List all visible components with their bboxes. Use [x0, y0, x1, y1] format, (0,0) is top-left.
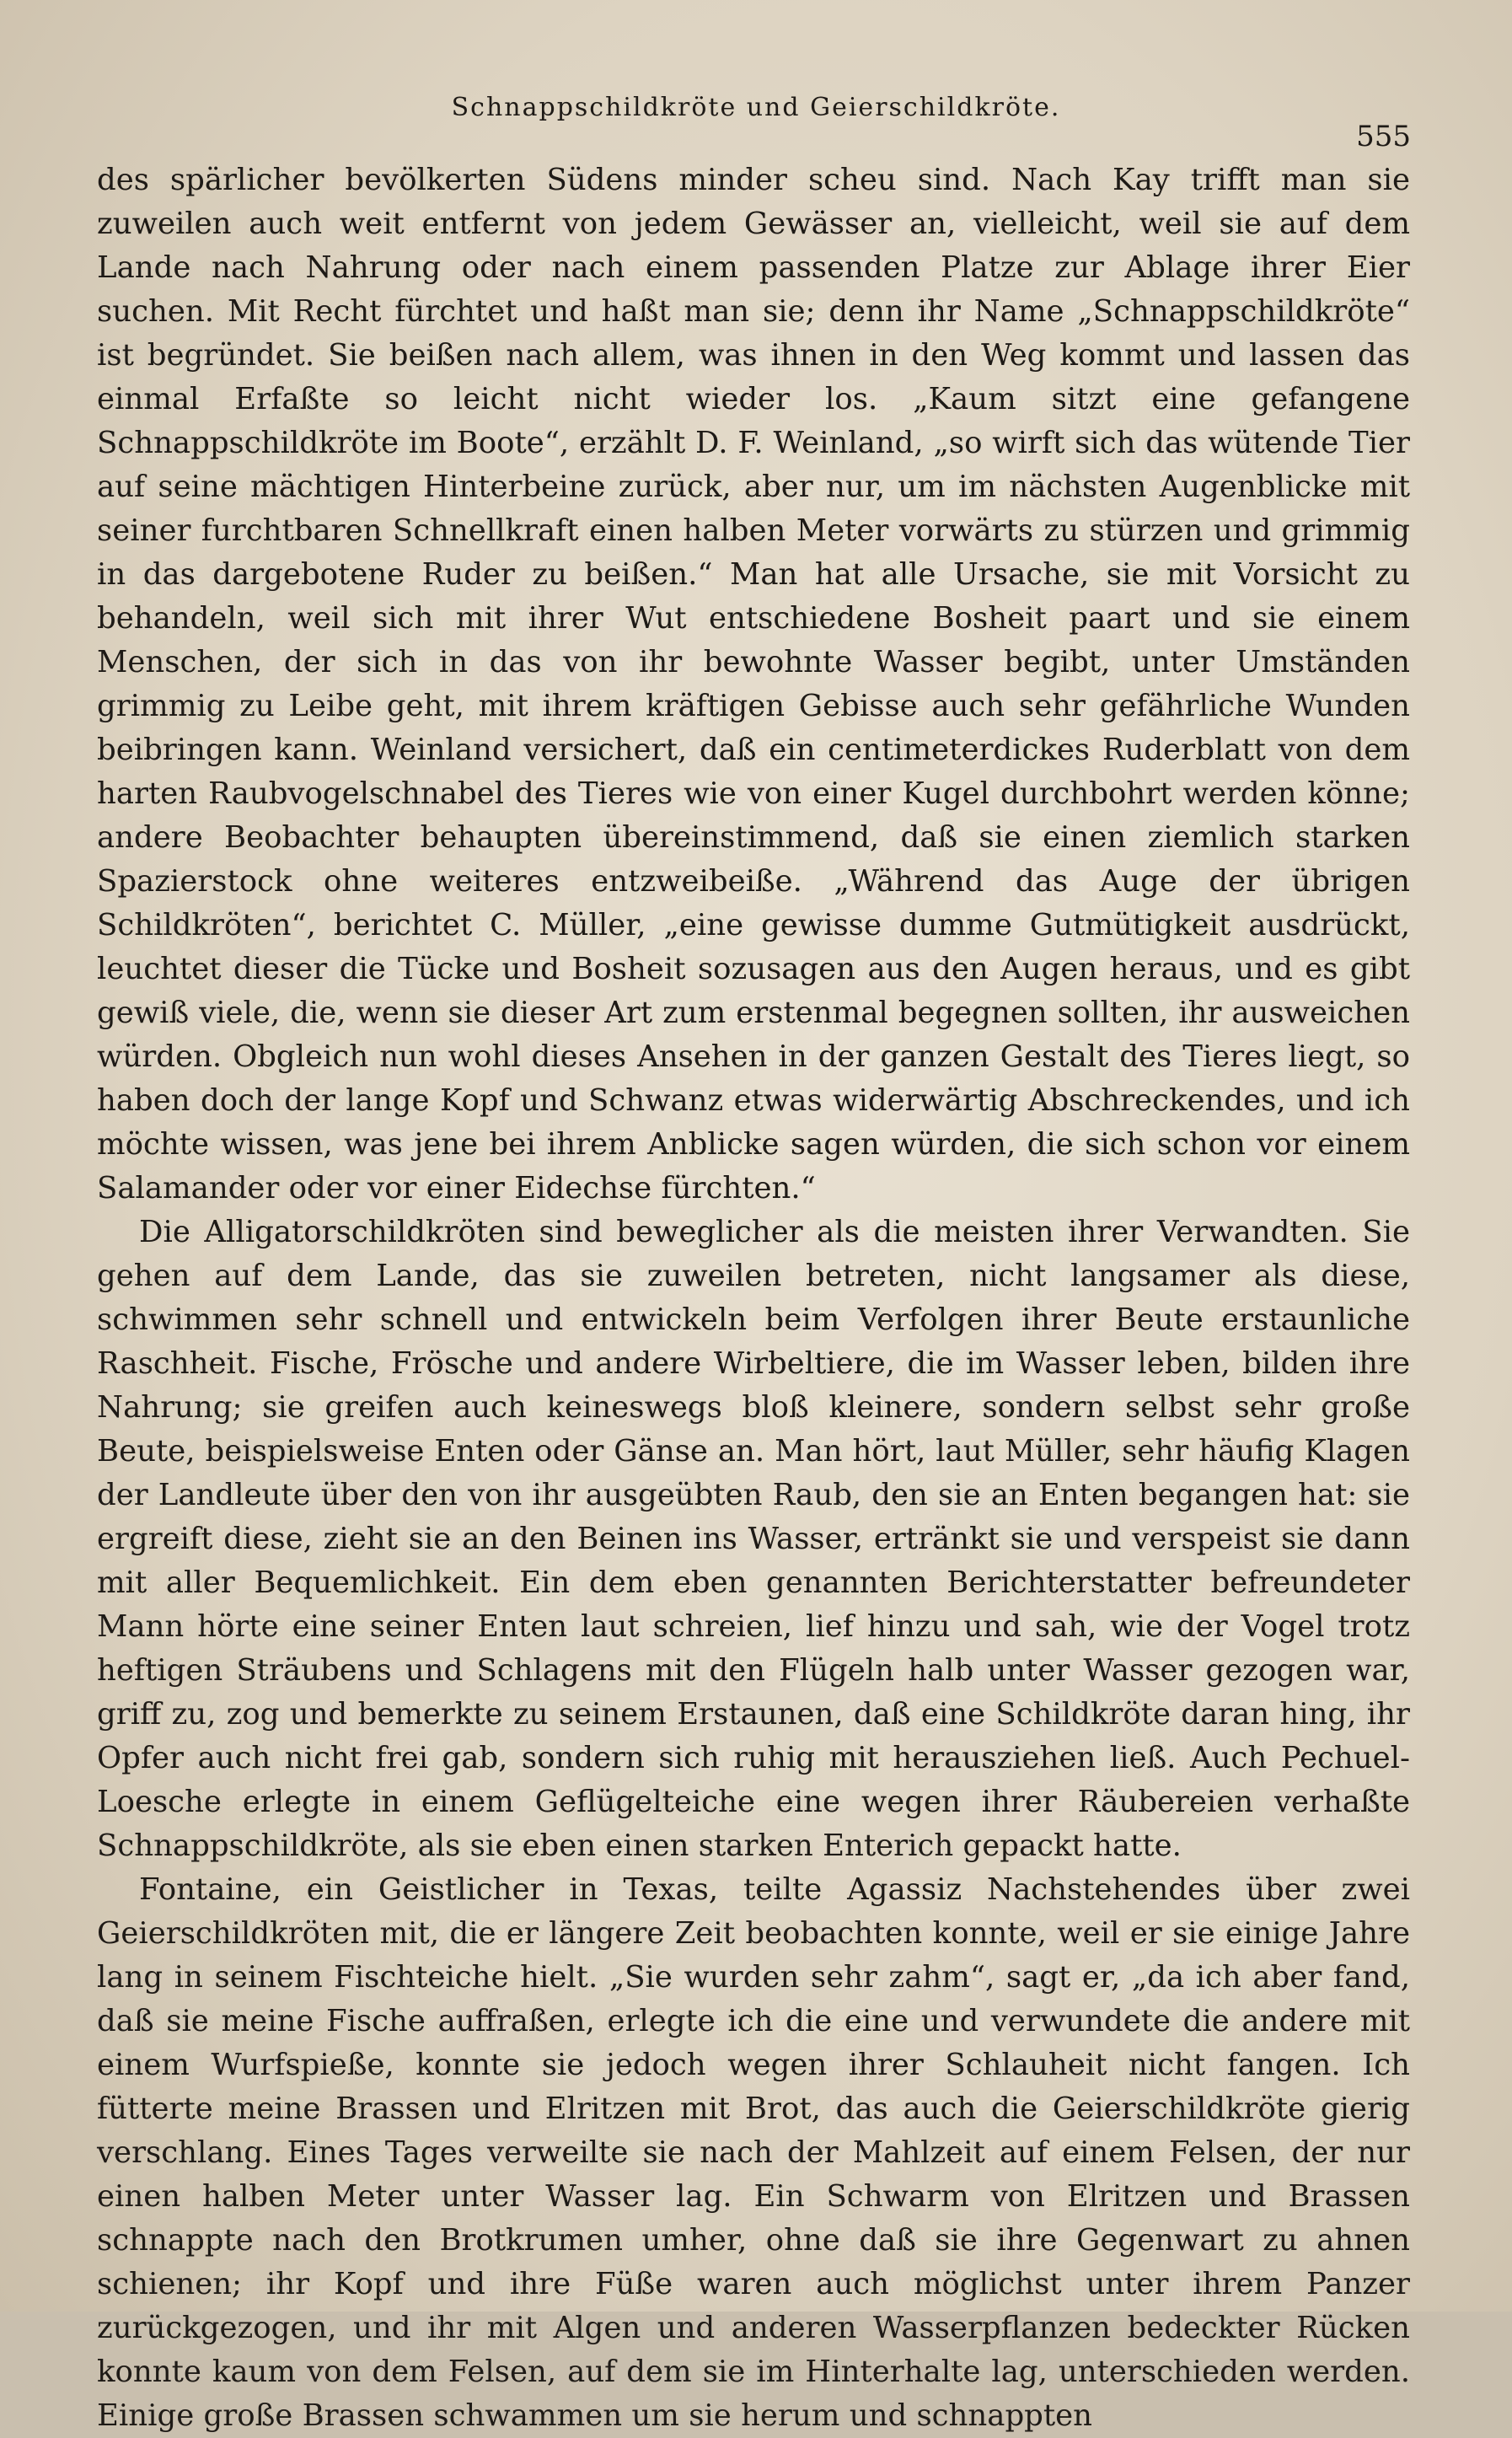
running-title: Schnappschildkröte und Geierschildkröte. — [451, 93, 1061, 122]
page-header — [101, 84, 1411, 153]
paragraph-3: Fontaine, ein Geistlicher in Texas, teilte Agassiz Nachstehendes über zwei Geierschildkröten mit, die er längere Zeit beobachten konnte, weil er sie einige Jahre lang in seinem Fischteiche hielt. „Sie wurden sehr zahm“, sagt er, „da ich aber fand, daß sie meine Fische auffraßen, erlegte ich die eine und verwundete die andere mit einem Wurfspieße, konnte sie jedoch wegen ihrer Schlauheit nicht fangen. Ich fütterte meine Brassen und Elritzen mit Brot, das auch die Geierschildkröte gierig verschlang. Eines Tages verweilte sie nach der Mahlzeit auf einem Felsen, der nur einen halben Meter unter Wasser lag. Ein Schwarm von Elritzen und Brassen schnappte nach den Brotkrumen umher, ohne daß sie ihre Gegenwart zu ahnen schienen; ihr Kopf und ihre Füße waren auch möglichst unter ihrem Panzer zurückgezogen, und ihr mit Algen und anderen Wasserpflanzen bedeckter Rücken konnte kaum von dem Felsen, auf dem sie im Hinterhalte lag, unterschieden werden. Einige große Brassen schwammen um sie herum und schnappten — [97, 1872, 1410, 2433]
paragraph-2: Die Alligatorschildkröten sind beweglicher als die meisten ihrer Verwandten. Sie gehen auf dem Lande, das sie zuweilen betreten, nicht langsamer als diese, schwimmen sehr schnell und entwickeln beim Verfolgen ihrer Beute erstaunliche Raschheit. Fische, Frösche und andere Wirbeltiere, die im Wasser leben, bilden ihre Nahrung; sie greifen auch keineswegs bloß kleinere, sondern selbst sehr große Beute, beispielsweise Enten oder Gänse an. Man hört, laut Müller, sehr häufig Klagen der Landleute über den von ihr ausgeübten Raub, den sie an Enten begangen hat: sie ergreift diese, zieht sie an den Beinen ins Wasser, ertränkt sie und verspeist sie dann mit aller Bequemlichkeit. Ein dem eben genannten Berichterstatter befreundeter Mann hörte eine seiner Enten laut schreien, lief hinzu und sah, wie der Vogel trotz heftigen Sträubens und Schlagens mit den Flügeln halb unter Wasser gezogen war, griff zu, zog und bemerkte zu seinem Erstaunen, daß eine Schildkröte daran hing, ihr Opfer auch nicht frei gab, sondern sich ruhig mit herausziehen ließ. Auch Pechuel-Loesche erlegte in einem Geflügelteiche eine wegen ihrer Räubereien verhaßte Schnappschildkröte, als sie eben einen starken Enterich gepackt hatte. — [97, 1215, 1410, 1863]
paragraph-1: des spärlicher bevölkerten Südens minder scheu sind. Nach Kay trifft man sie zuweilen auch weit entfernt von jedem Gewässer an, vielleicht, weil sie auf dem Lande nach Nahrung oder nach einem passenden Platze zur Ablage ihrer Eier suchen. Mit Recht fürchtet und haßt man sie; denn ihr Name „Schnappschildkröte“ ist begründet. Sie beißen nach allem, was ihnen in den Weg kommt und lassen das einmal Erfaßte so leicht nicht wieder los. „Kaum sitzt eine gefangene Schnappschildkröte im Boote“, erzählt D. F. Weinland, „so wirft sich das wütende Tier auf seine mächtigen Hinterbeine zurück, aber nur, um im nächsten Augenblicke mit seiner furchtbaren Schnellkraft einen halben Meter vorwärts zu stürzen und grimmig in das dargebotene Ruder zu beißen.“ Man hat alle Ursache, sie mit Vorsicht zu behandeln, weil sich mit ihrer Wut entschiedene Bosheit paart und sie einem Menschen, der sich in das von ihr bewohnte Wasser begibt, unter Umständen grimmig zu Leibe geht, mit ihrem kräftigen Gebisse auch sehr gefährliche Wunden beibringen kann. Weinland versichert, daß ein centimeterdickes Ruderblatt von dem harten Raubvogelschnabel des Tieres wie von einer Kugel durchbohrt werden könne; andere Beobachter behaupten übereinstimmend, daß sie einen ziemlich starken Spazierstock ohne weiteres entzweibeiße. „Während das Auge der übrigen Schildkröten“, berichtet C. Müller, „eine gewisse dumme Gutmütigkeit ausdrückt, leuchtet dieser die Tücke und Bosheit sozusagen aus den Augen heraus, und es gibt gewiß viele, die, wenn sie dieser Art zum erstenmal begegnen sollten, ihr ausweichen würden. Obgleich nun wohl dieses Ansehen in der ganzen Gestalt des Tieres liegt, so haben doch der lange Kopf und Schwanz etwas widerwärtig Abschreckendes, und ich möchte wissen, was jene bei ihrem Anblicke sagen würden, die sich schon vor einem Salamander oder vor einer Eidechse fürchten.“ — [97, 163, 1410, 1206]
body-text — [97, 158, 1410, 2438]
page-number: 555 — [1356, 120, 1411, 153]
